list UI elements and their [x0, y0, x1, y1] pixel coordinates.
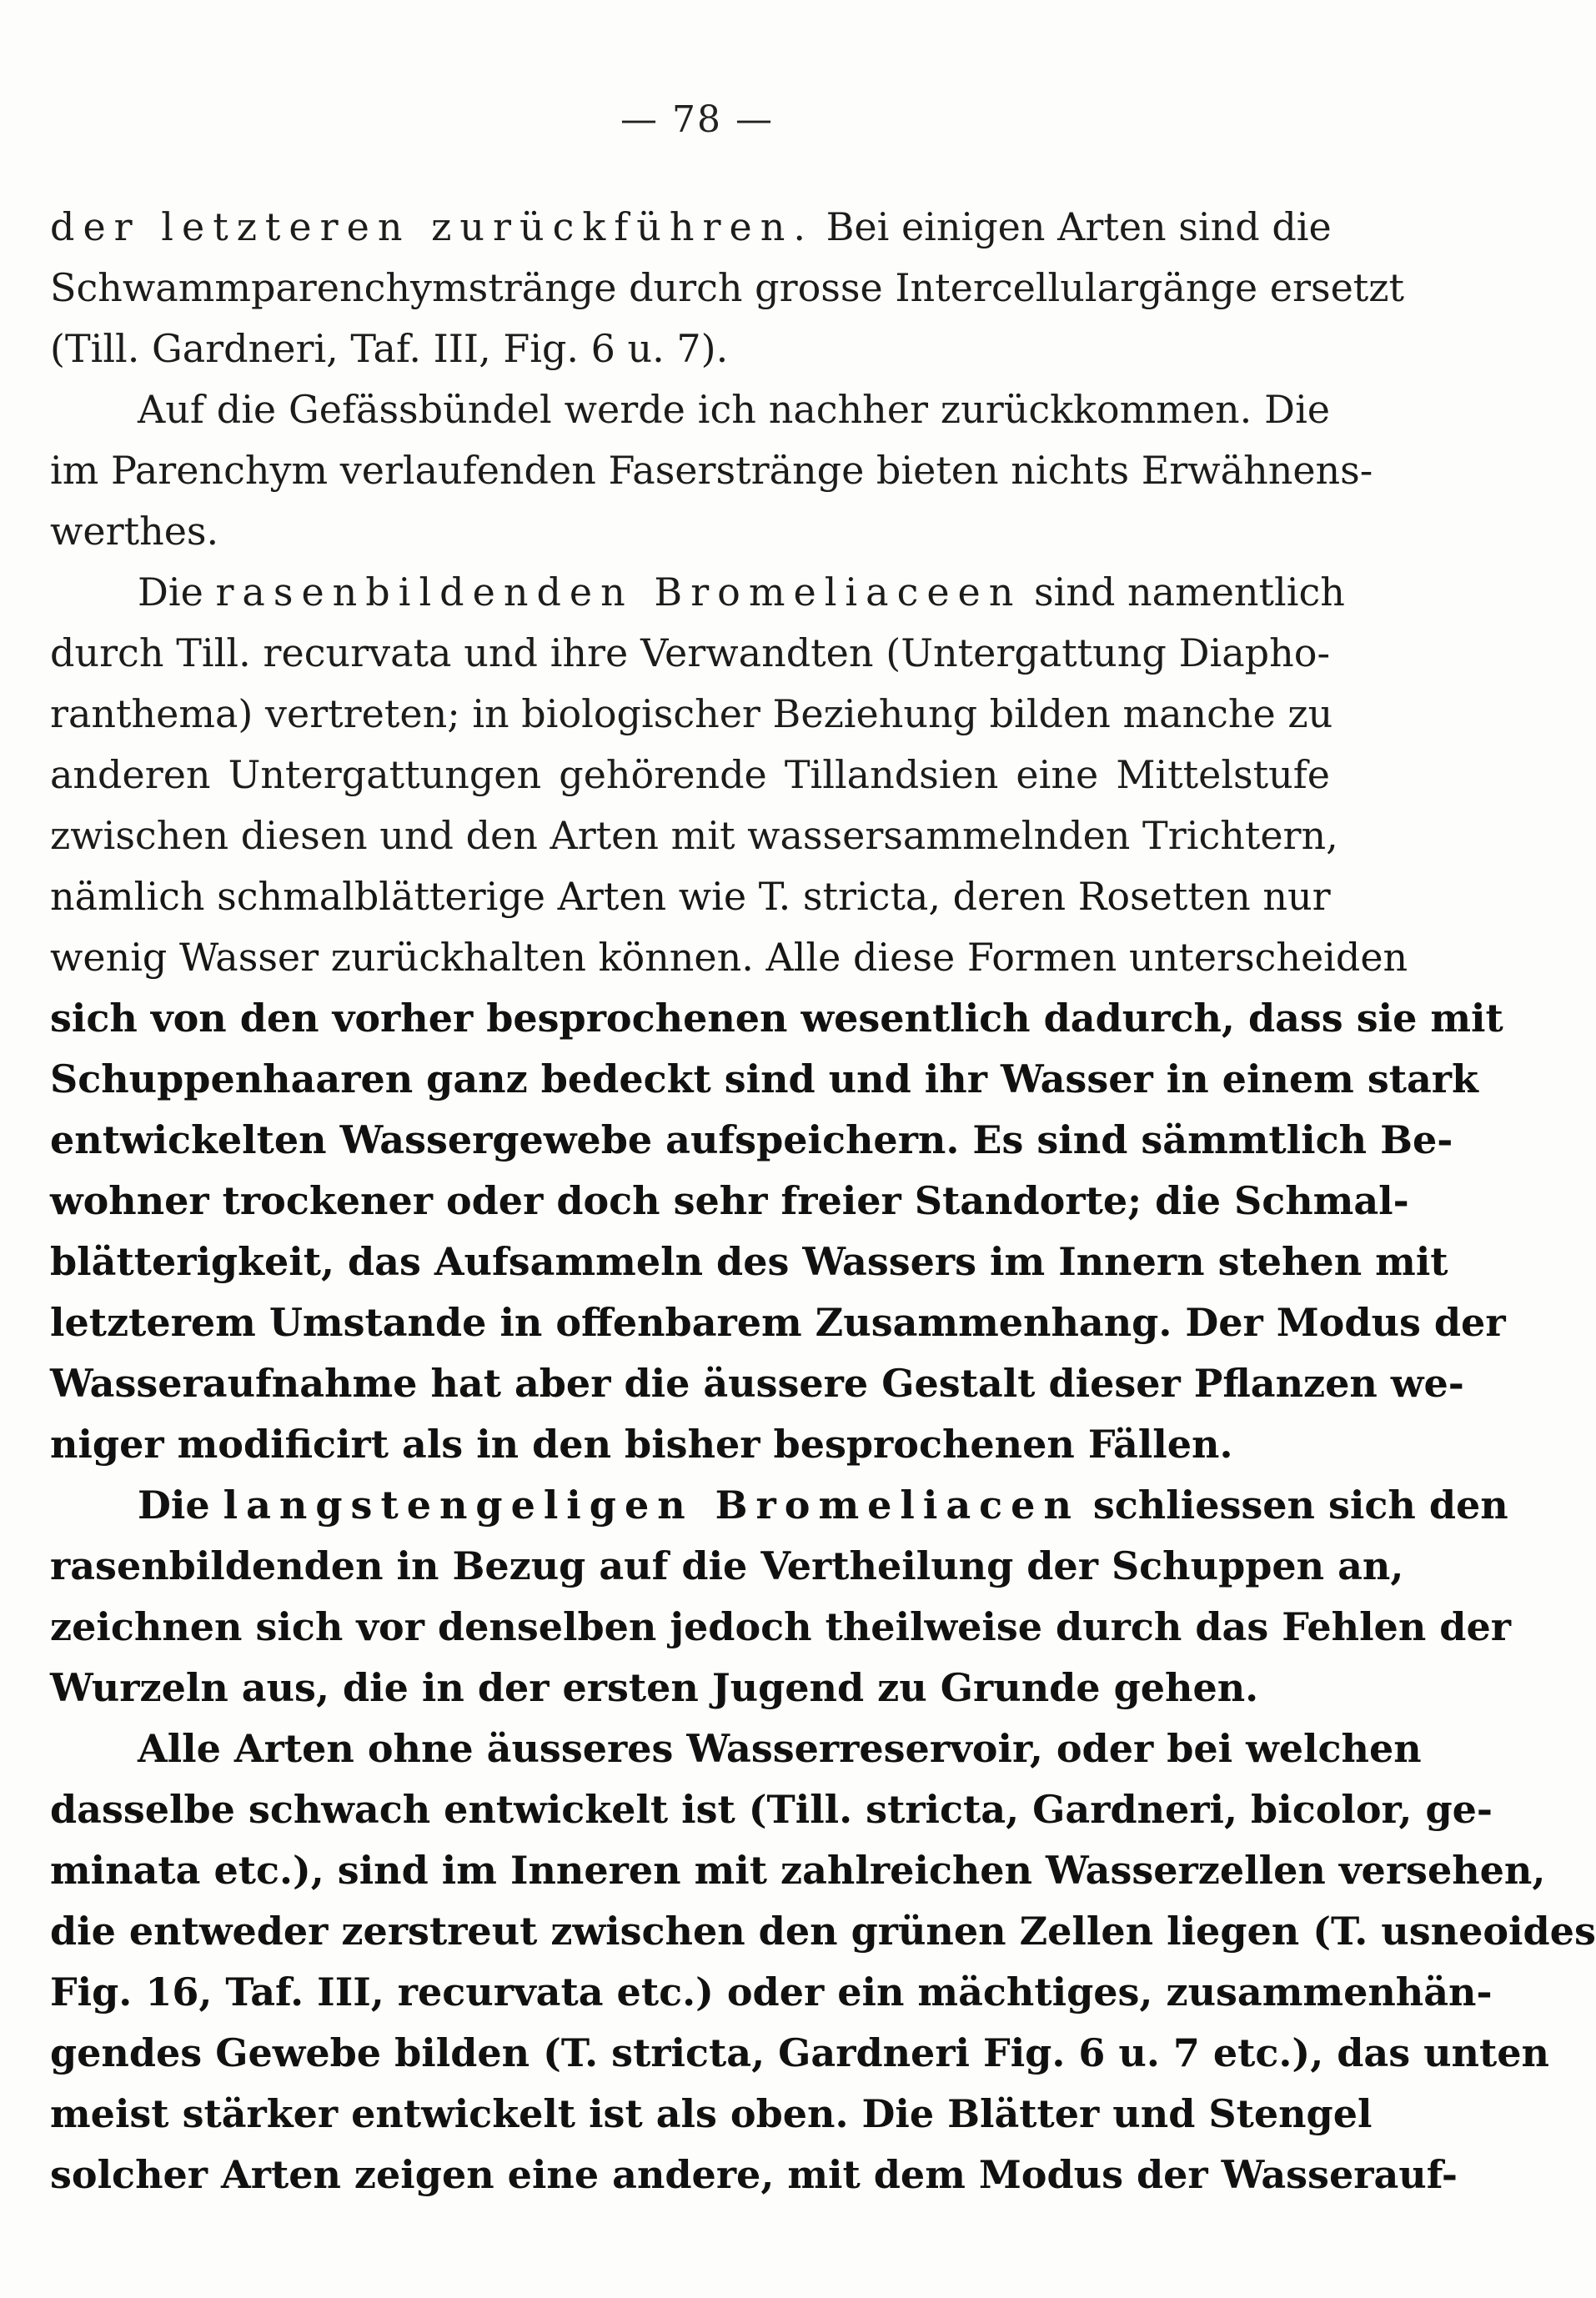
text-line: Fig. 16, Taf. III, recurvata etc.) oder ein mächtiges, zusammenhän-: [50, 1969, 1493, 2015]
text-line: werthes.: [50, 509, 219, 554]
text-line: niger modificirt als in den bisher besprochenen Fällen.: [50, 1422, 1233, 1467]
text-line: zwischen diesen und den Arten mit wassersammelnden Trichtern,: [50, 813, 1338, 858]
text-line: anderen Untergattungen gehörende Tillandsien eine Mittelstufe: [50, 752, 1330, 797]
text-line: Die langstengeligen Bromeliacen schliessen sich den: [138, 1483, 1508, 1528]
text-line: Auf die Gefässbündel werde ich nachher zurückkommen. Die: [138, 387, 1330, 432]
text-line: wenig Wasser zurückhalten können. Alle diese Formen unterscheiden: [50, 935, 1408, 980]
text-line: entwickelten Wassergewebe aufspeichern. Es sind sämmtlich Be-: [50, 1117, 1453, 1162]
text-line: Schwammparenchymstränge durch grosse Intercellulargänge ersetzt: [50, 265, 1405, 310]
text-line: wohner trockener oder doch sehr freier Standorte; die Schmal-: [50, 1178, 1409, 1223]
text-line: rasenbildenden in Bezug auf die Vertheilung der Schuppen an,: [50, 1543, 1404, 1588]
text-line: Wurzeln aus, die in der ersten Jugend zu Grunde gehen.: [50, 1665, 1259, 1710]
text-line: (Till. Gardneri, Taf. III, Fig. 6 u. 7).: [50, 326, 729, 371]
text-line: durch Till. recurvata und ihre Verwandten (Untergattung Diapho-: [50, 630, 1330, 675]
text-line: gendes Gewebe bilden (T. stricta, Gardneri Fig. 6 u. 7 etc.), das unten: [50, 2030, 1549, 2075]
text-line: blätterigkeit, das Aufsammeln des Wassers im Innern stehen mit: [50, 1239, 1448, 1284]
text-line: dasselbe schwach entwickelt ist (Till. stricta, Gardneri, bicolor, ge-: [50, 1787, 1493, 1832]
text-line: letzterem Umstande in offenbarem Zusammenhang. Der Modus der: [50, 1300, 1506, 1345]
page-number: — 78 —: [620, 98, 774, 141]
text-line: ranthema) vertreten; in biologischer Beziehung bilden manche zu: [50, 691, 1333, 736]
text-line: minata etc.), sind im Inneren mit zahlreichen Wasserzellen versehen,: [50, 1848, 1546, 1893]
text-line: solcher Arten zeigen eine andere, mit dem Modus der Wasserauf-: [50, 2152, 1458, 2197]
text-line: die entweder zerstreut zwischen den grünen Zellen liegen (T. usneoides: [50, 1909, 1596, 1954]
text-line: meist stärker entwickelt ist als oben. Die Blätter und Stengel: [50, 2091, 1373, 2136]
text-line: Alle Arten ohne äusseres Wasserreservoir, oder bei welchen: [138, 1726, 1422, 1771]
text-line: Die rasenbildenden Bromeliaceen sind namentlich: [138, 569, 1345, 615]
text-line: im Parenchym verlaufenden Faserstränge bieten nichts Erwähnens-: [50, 448, 1373, 493]
text-line: Schuppenhaaren ganz bedeckt sind und ihr Wasser in einem stark: [50, 1056, 1478, 1101]
text-line: zeichnen sich vor denselben jedoch theilweise durch das Fehlen der: [50, 1604, 1511, 1649]
body-text: [50, 197, 1596, 2205]
text-line: Wasseraufnahme hat aber die äussere Gestalt dieser Pflanzen we-: [50, 1361, 1464, 1406]
text-line: der letzteren zurückführen. Bei einigen Arten sind die: [50, 204, 1332, 249]
text-line: sich von den vorher besprochenen wesentlich dadurch, dass sie mit: [50, 996, 1503, 1041]
text-line: nämlich schmalblätterige Arten wie T. stricta, deren Rosetten nur: [50, 874, 1331, 919]
